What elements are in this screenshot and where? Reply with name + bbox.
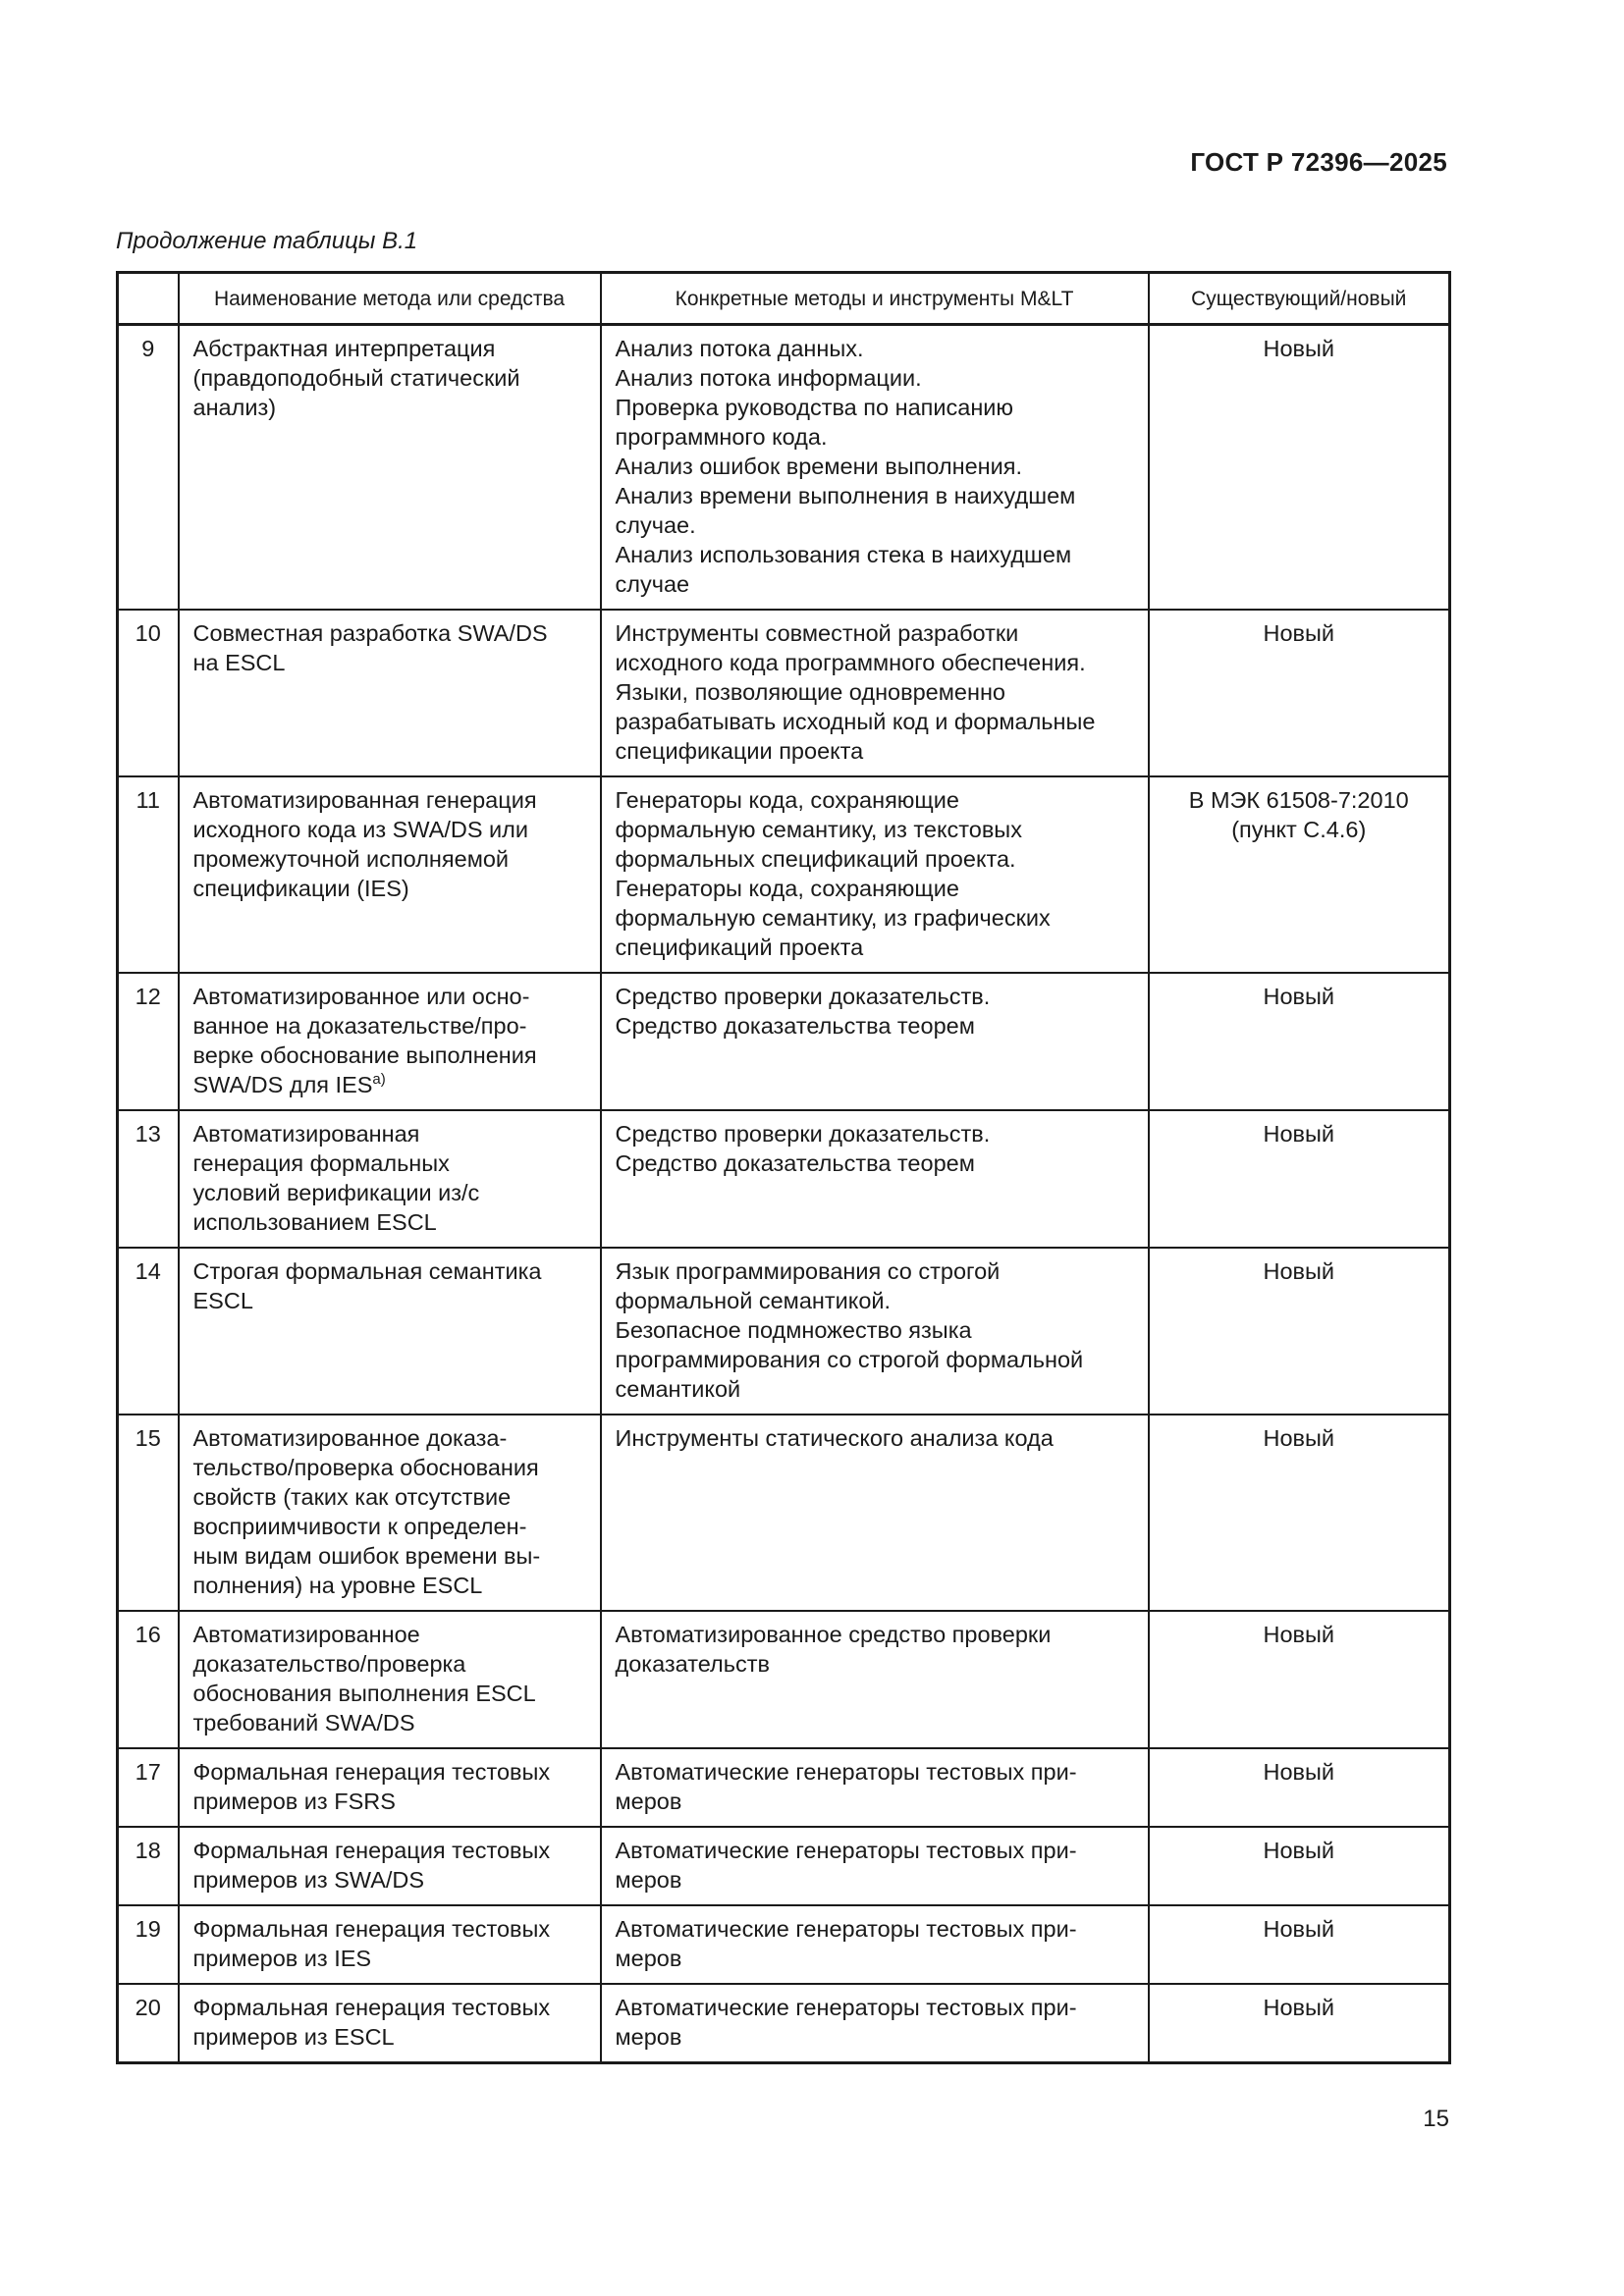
status-cell [1149,776,1450,973]
tools-cell-line: Проверка руководства по написанию [615,395,1014,420]
tools-cell-line: спецификации проекта [615,738,864,764]
tools-cell [601,1611,1149,1748]
tools-cell-line: формальной семантикой. [615,1288,892,1313]
tools-cell-line: Средство доказательства теорем [615,1150,975,1176]
tools-cell-line: Средство доказательства теорем [615,1013,975,1039]
method-name-cell-line: Автоматизированная генерация [192,787,537,813]
method-name-cell-line: полнения) на уровне ESCL [192,1573,483,1598]
method-name-cell-line: верке обоснование выполнения [192,1042,537,1068]
row-number: 19 [118,1905,179,1984]
tools-cell [601,1415,1149,1611]
tools-cell-line: Генераторы кода, сохраняющие [615,876,959,901]
status-cell [1149,1827,1450,1905]
method-name-cell-line: (правдоподобный статический [192,365,520,391]
row-number: 17 [118,1748,179,1827]
tools-cell [601,1905,1149,1984]
status-cell-line: Новый [1263,1916,1335,1942]
method-name-cell-line [193,1070,586,1099]
column-header-status: Существующий/новый [1149,273,1450,325]
tools-cell-line: Инструменты совместной разработки [615,620,1019,646]
tools-cell-line: Безопасное подмножество языка [615,1317,972,1343]
tools-cell-line: Автоматические генераторы тестовых при- [615,1838,1077,1863]
table-row [118,1415,1450,1611]
status-cell [1149,973,1450,1110]
status-cell [1149,1248,1450,1415]
method-name-cell-line: Формальная генерация тестовых [192,1995,551,2020]
tools-cell-line: случае. [615,512,696,538]
table-row [118,1905,1450,1984]
method-name-cell-line: примеров из SWA/DS [192,1867,425,1893]
row-number: 20 [118,1984,179,2063]
tools-cell-line: Инструменты статического анализа кода [615,1425,1054,1451]
tools-cell [601,1110,1149,1248]
method-name-cell-line: Совместная разработка SWA/DS [192,620,548,646]
tools-cell [601,610,1149,776]
tools-cell-line: Автоматические генераторы тестовых при- [615,1995,1077,2020]
table-row [118,1984,1450,2063]
tools-cell-line: формальную семантику, из текстовых [615,817,1022,842]
method-name-cell-line: ным видам ошибок времени вы- [192,1543,541,1569]
method-name-cell-line: промежуточной исполняемой [192,846,510,872]
method-name-cell-line: тельство/проверка обоснования [192,1455,539,1480]
status-cell [1149,1905,1450,1984]
method-name-cell-line: генерация формальных [192,1150,450,1176]
methods-table [116,271,1451,2064]
method-name-cell-line: анализ) [192,395,277,420]
footnote-marker: а) [372,1071,386,1089]
method-name-cell-line: ванное на доказательстве/про- [192,1013,527,1039]
column-header-tools: Конкретные методы и инструменты M&LT [601,273,1149,325]
method-name-cell-line: Абстрактная интерпретация [192,336,496,361]
tools-cell-line: Автоматизированное средство проверки [615,1622,1052,1647]
method-name-cell-line: использованием ESCL [192,1209,437,1235]
method-name-cell-line: примеров из FSRS [192,1789,396,1814]
status-cell-line: Новый [1263,1622,1335,1647]
method-name-cell-line: Автоматизированное доказа- [192,1425,508,1451]
table-caption: Продолжение таблицы В.1 [116,228,418,254]
method-name-cell [179,1748,601,1827]
row-number: 18 [118,1827,179,1905]
method-name-cell-line: исходного кода из SWA/DS или [192,817,528,842]
tools-cell [601,1984,1149,2063]
method-name-cell-line: доказательство/проверка [192,1651,466,1677]
method-name-cell [179,610,601,776]
tools-cell-line: семантикой [615,1376,741,1402]
row-number: 15 [118,1415,179,1611]
row-number: 13 [118,1110,179,1248]
tools-cell-line: исходного кода программного обеспечения. [615,650,1086,675]
tools-cell-line: формальную семантику, из графических [615,905,1051,931]
method-name-cell [179,1905,601,1984]
status-cell-line: Новый [1263,1838,1335,1863]
tools-cell [601,973,1149,1110]
status-cell-line: Новый [1263,1258,1335,1284]
tools-cell [601,776,1149,973]
tools-cell-line: Автоматические генераторы тестовых при- [615,1759,1077,1785]
tools-cell-line: Анализ ошибок времени выполнения. [615,454,1023,479]
tools-cell-line: Анализ использования стека в наихудшем [615,542,1072,567]
method-name-cell-line: Строгая формальная семантика [192,1258,542,1284]
status-cell [1149,610,1450,776]
status-cell [1149,1110,1450,1248]
tools-cell [601,1827,1149,1905]
tools-cell-line: спецификаций проекта [615,934,864,960]
status-cell-line: Новый [1263,620,1335,646]
table-row [118,776,1450,973]
tools-cell-line: Средство проверки доказательств. [615,984,991,1009]
method-name-cell-line: Формальная генерация тестовых [192,1759,551,1785]
method-name-cell-line: требований SWA/DS [192,1710,415,1735]
method-name-cell-line: спецификации (IES) [192,876,409,901]
method-name-cell-line: Формальная генерация тестовых [192,1916,551,1942]
tools-cell-line: программирования со строгой формальной [615,1347,1084,1372]
method-name-cell [179,973,601,1110]
status-cell-line: Новый [1263,1995,1335,2020]
tools-cell-line: меров [615,1946,682,1971]
tools-cell-line: доказательств [615,1651,770,1677]
tools-cell-line: меров [615,1867,682,1893]
tools-cell [601,1748,1149,1827]
method-name-cell-line: Формальная генерация тестовых [192,1838,551,1863]
table-row [118,325,1450,611]
row-number: 9 [118,325,179,611]
tools-cell-line: Анализ времени выполнения в наихудшем [615,483,1076,508]
status-cell [1149,1984,1450,2063]
method-name-cell-line: Автоматизированная [192,1121,420,1147]
method-name-cell [179,1827,601,1905]
method-name-cell-line: условий верификации из/с [192,1180,480,1205]
method-name-cell [179,1611,601,1748]
status-cell-line: Новый [1263,336,1335,361]
column-header-number [118,273,179,325]
table-header-row [118,273,1450,325]
status-cell [1149,1415,1450,1611]
tools-cell-line: меров [615,1789,682,1814]
status-cell [1149,1611,1450,1748]
tools-cell-line: Анализ потока информации. [615,365,922,391]
document-id: ГОСТ Р 72396—2025 [1190,147,1447,177]
method-name-cell [179,1984,601,2063]
method-name-cell-line: ESCL [192,1288,253,1313]
method-name-cell-line: примеров из IES [192,1946,372,1971]
method-name-cell-line: на ESCL [192,650,286,675]
table-row [118,973,1450,1110]
table-row [118,1827,1450,1905]
method-name-cell [179,1248,601,1415]
method-name-cell-line: обоснования выполнения ESCL [192,1681,536,1706]
tools-cell-line: Генераторы кода, сохраняющие [615,787,959,813]
tools-cell-line: формальных спецификаций проекта. [615,846,1016,872]
status-cell-line: Новый [1263,1759,1335,1785]
tools-cell-line: Язык программирования со строгой [615,1258,1001,1284]
tools-cell [601,1248,1149,1415]
row-number: 10 [118,610,179,776]
method-name-cell-line: Автоматизированное [192,1622,420,1647]
method-name-cell [179,325,601,611]
row-number: 16 [118,1611,179,1748]
tools-cell-line: Автоматические генераторы тестовых при- [615,1916,1077,1942]
tools-cell-line: разрабатывать исходный код и формальные [615,709,1096,734]
method-name-text: SWA/DS для IES [192,1072,373,1097]
table-row [118,610,1450,776]
table-row [118,1110,1450,1248]
method-name-cell [179,776,601,973]
status-cell-line: (пункт С.4.6) [1231,817,1367,842]
table-body [118,325,1450,2063]
method-name-cell [179,1415,601,1611]
table-row [118,1611,1450,1748]
method-name-cell-line: Автоматизированное или осно- [192,984,530,1009]
page-number: 15 [1423,2106,1449,2132]
method-name-cell-line: свойств (таких как отсутствие [192,1484,512,1510]
status-cell-line: Новый [1263,1121,1335,1147]
table-row [118,1248,1450,1415]
method-name-cell-line: восприимчивости к определен- [192,1514,527,1539]
table-row [118,1748,1450,1827]
status-cell [1149,325,1450,611]
tools-cell-line: случае [615,571,690,597]
column-header-name: Наименование метода или средства [179,273,601,325]
status-cell-line: В МЭК 61508-7:2010 [1188,787,1409,813]
status-cell-line: Новый [1263,1425,1335,1451]
tools-cell-line: программного кода. [615,424,828,450]
status-cell [1149,1748,1450,1827]
tools-cell-line: Средство проверки доказательств. [615,1121,991,1147]
tools-cell-line: Анализ потока данных. [615,336,864,361]
row-number: 14 [118,1248,179,1415]
tools-cell-line: меров [615,2024,682,2050]
status-cell-line: Новый [1263,984,1335,1009]
tools-cell-line: Языки, позволяющие одновременно [615,679,1005,705]
method-name-cell [179,1110,601,1248]
method-name-cell-line: примеров из ESCL [192,2024,395,2050]
row-number: 11 [118,776,179,973]
tools-cell [601,325,1149,611]
row-number: 12 [118,973,179,1110]
